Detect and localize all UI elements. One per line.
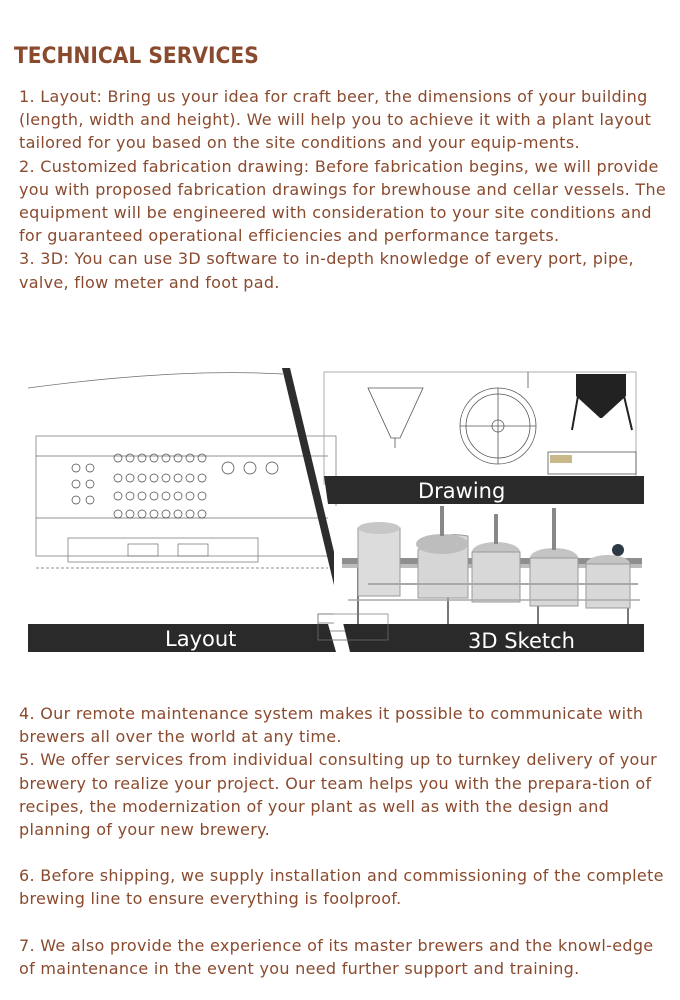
service-layout-text: 1. Layout: Bring us your idea for craft beer, the dimensions of your building (length, width and height). We will help you to achieve it with a plant layout tailored for you based on the site conditions and your equip-ments. bbox=[19, 87, 652, 153]
services-more bbox=[19, 702, 669, 980]
spacer bbox=[19, 911, 669, 934]
drawing-label: Drawing bbox=[418, 479, 506, 503]
fermenter-photo bbox=[572, 374, 632, 430]
brewhouse-3d-sketch bbox=[334, 506, 644, 624]
page-title: TECHNICAL SERVICES bbox=[14, 44, 259, 69]
sketch-label: 3D Sketch bbox=[468, 629, 575, 652]
layout-label: Layout bbox=[165, 627, 237, 651]
services-intro bbox=[19, 85, 669, 294]
service-installation-text: 6. Before shipping, we supply installation and commissioning of the complete brewing line to ensure everything is foolproof. bbox=[19, 866, 664, 909]
spacer bbox=[19, 841, 669, 864]
service-3d-text: 3. 3D: You can use 3D software to in-depth knowledge of every port, pipe, valve, flow meter and foot pad. bbox=[19, 249, 634, 292]
service-consulting-text: 5. We offer services from individual consulting up to turnkey delivery of your brewery to realize your project. Our team helps you with the prepara-tion of recipes, the modernization of your plant as well as with the design and planning of your new brewery. bbox=[19, 750, 657, 840]
service-training-text: 7. We also provide the experience of its master brewers and the knowl-edge of maintenance in the event you need further support and training. bbox=[19, 935, 654, 978]
design-illustration bbox=[28, 368, 644, 652]
service-drawing-text: 2. Customized fabrication drawing: Before fabrication begins, we will provide you with proposed fabrication drawings for brewhouse and cellar vessels. The equipment will be engineered with consideration to your site conditions and for guaranteed operational efficiencies and performance targets. bbox=[19, 156, 667, 246]
service-remote-text: 4. Our remote maintenance system makes it possible to communicate with brewers all over the world at any time. bbox=[19, 704, 644, 747]
